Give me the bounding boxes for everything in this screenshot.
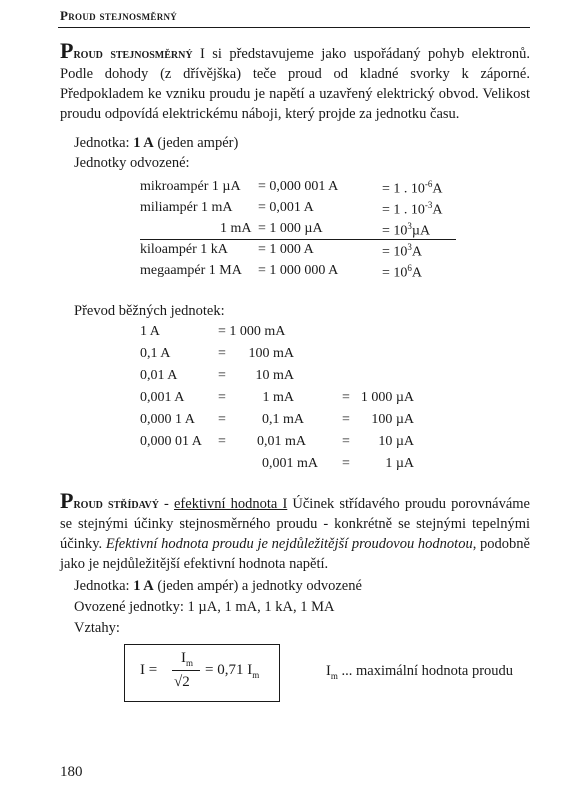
conv-cell: =	[218, 412, 226, 427]
derived-power	[382, 179, 443, 198]
derived-eq: = 0,001 A	[258, 200, 314, 215]
formula-note-sub: m	[330, 670, 338, 681]
ac-term: roud střídavý	[73, 496, 159, 512]
dc-term: roud stejnosměrný	[73, 46, 193, 62]
header-rule	[58, 27, 530, 28]
formula-note-symbol: I	[326, 663, 331, 679]
formula-rhs-sub: m	[252, 670, 260, 680]
ac-underlined: efektivní hodnota I	[174, 496, 288, 512]
conv-cell: 10 µA	[378, 434, 414, 449]
dc-unit-line	[74, 135, 238, 152]
formula-num-symbol: I	[181, 650, 186, 666]
conv-cell: =	[218, 390, 226, 405]
conv-cell: 0,01 A	[140, 368, 178, 383]
formula-rhs	[205, 662, 259, 680]
derived-eq: = 1 000 A	[258, 242, 314, 257]
conv-cell: 1 000 µA	[360, 390, 414, 405]
ac-paragraph	[60, 490, 530, 574]
table-divider	[140, 239, 456, 240]
formula-note	[326, 663, 513, 681]
ac-unit-value: 1 A	[133, 578, 154, 594]
conv-cell: 1 A	[140, 324, 160, 339]
conv-cell: 100 mA	[248, 346, 294, 361]
page-header: Proud stejnosměrný	[60, 8, 178, 23]
conv-cell: 0,000 01 A	[140, 434, 202, 449]
conv-cell: 0,1 A	[140, 346, 171, 361]
dc-lead-letter: P	[60, 38, 74, 63]
conv-cell: 0,001 A	[140, 390, 185, 405]
derived-power	[382, 221, 430, 240]
ac-unit-label: Jednotka:	[74, 578, 134, 594]
page-number: 180	[60, 764, 83, 780]
ac-text1: Účinek střídavého proudu porovnáváme se stejnými účinky stejnosměrného proudu - konkrétně se stejnými tepelnými účinky.	[60, 496, 530, 552]
derived-power-base: = 10	[382, 265, 408, 281]
conv-cell: 100 µA	[371, 412, 414, 427]
formula-rhs-text: = 0,71 I	[205, 662, 253, 678]
conv-cell: 0,1 mA	[262, 412, 304, 427]
derived-name: megaampér 1 MA	[140, 263, 242, 278]
conv-cell: =	[342, 390, 350, 405]
dc-unit-value: 1 A	[133, 135, 154, 151]
derived-power-base: = 10	[382, 223, 408, 239]
conv-cell: 10 mA	[255, 368, 294, 383]
conv-cell: =	[342, 412, 350, 427]
conv-cell: =	[218, 368, 226, 383]
conv-cell: 1 µA	[385, 456, 414, 471]
derived-power	[382, 200, 443, 219]
ac-italic: Efektivní hodnota proudu je nejdůležitější proudovou hodnotou	[105, 536, 473, 552]
ac-relations-label: Vztahy:	[74, 620, 120, 636]
derived-power-exp: -3	[424, 200, 433, 210]
derived-power	[382, 242, 422, 261]
derived-name: mikroampér 1 µA	[140, 179, 241, 194]
conv-cell: 0,001 mA	[262, 456, 318, 471]
ac-derived-units: Ovozené jednotky: 1 µA, 1 mA, 1 kA, 1 MA	[74, 599, 335, 615]
derived-name: 1 mA	[220, 221, 252, 236]
conv-cell: =	[218, 346, 226, 361]
conv-cell: =	[218, 434, 226, 449]
dc-paragraph	[60, 40, 530, 124]
dc-unit-note: (jeden ampér)	[153, 135, 239, 151]
conv-cell: =	[342, 434, 350, 449]
derived-power-unit: A	[432, 202, 443, 218]
conv-cell: 0,01 mA	[257, 434, 306, 449]
conv-cell: 1 mA	[262, 390, 294, 405]
derived-power-exp: 6	[407, 263, 412, 273]
derived-eq: = 1 000 µA	[258, 221, 323, 236]
formula-lhs: I =	[140, 662, 158, 678]
conv-cell: = 1 000 mA	[218, 324, 286, 339]
ac-text2: , podobně jako je nejdůležitější efektivní hodnota napětí.	[60, 536, 530, 572]
ac-unit-line	[74, 578, 362, 595]
conv-cell: =	[342, 456, 350, 471]
derived-name: kiloampér 1 kA	[140, 242, 228, 257]
derived-power-unit: A	[411, 244, 423, 260]
ac-dash: -	[158, 496, 174, 512]
derived-power-unit: A	[432, 181, 443, 197]
derived-power-exp: 3	[407, 221, 412, 231]
formula-num-sub: m	[186, 658, 194, 668]
dc-derived-label: Jednotky odvozené:	[74, 155, 190, 171]
formula-denominator: √2	[174, 674, 190, 690]
derived-power-base: = 1 . 10	[382, 202, 425, 218]
conversion-label: Převod běžných jednotek:	[74, 303, 225, 319]
dc-text: I si představujeme jako uspořádaný pohyb elektronů. Podle dohody (z dřívějška) teče proud od kladné svorky k záporné. Předpokladem ke vzniku proudu je napětí a uzavřený elektrický obvod. Velikost proudu odpovídá elektrickému náboji, který projde za jednotku času.	[60, 46, 530, 122]
derived-eq: = 0,000 001 A	[258, 179, 339, 194]
derived-power	[382, 263, 422, 282]
derived-power-base: = 1 . 10	[382, 181, 425, 197]
formula-numerator	[181, 650, 193, 668]
ac-unit-note: (jeden ampér) a jednotky odvozené	[153, 578, 362, 594]
formula-note-text: ... maximální hodnota proudu	[337, 663, 514, 679]
conv-cell: 0,000 1 A	[140, 412, 195, 427]
derived-power-base: = 10	[382, 244, 408, 260]
derived-eq: = 1 000 000 A	[258, 263, 339, 278]
derived-name: miliampér 1 mA	[140, 200, 233, 215]
derived-power-exp: 3	[407, 242, 412, 252]
dc-unit-label: Jednotka:	[74, 135, 134, 151]
derived-power-exp: -6	[424, 179, 433, 189]
ac-lead-letter: P	[60, 488, 74, 513]
derived-power-unit: µA	[411, 223, 431, 239]
fraction-bar	[172, 670, 200, 671]
derived-power-unit: A	[411, 265, 423, 281]
